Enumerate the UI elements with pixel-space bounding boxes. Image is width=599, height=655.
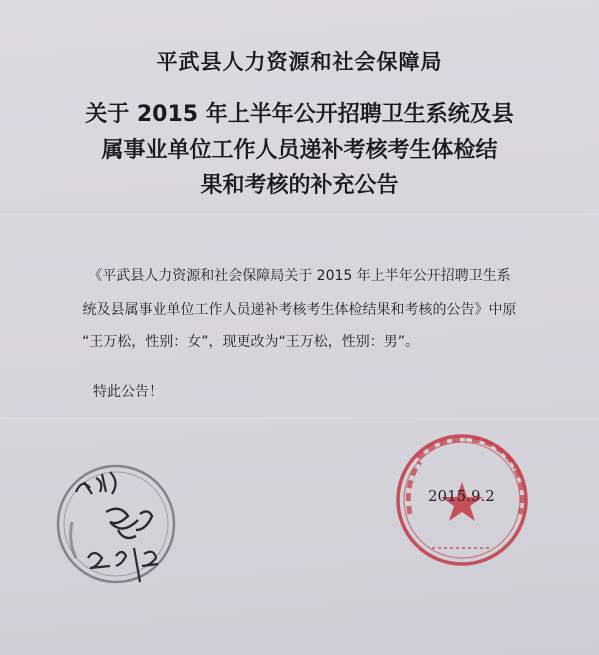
seal-date: 2015.9.2 — [428, 487, 495, 505]
title-line-1: 关于 2015 年上半年公开招聘卫生系统及县 — [85, 102, 514, 127]
closing-text: 特此公告！ — [93, 384, 163, 400]
issuer-heading: 平武县人力资源和社会保障局 — [156, 50, 443, 74]
body-line-2: 统及县属事业单位工作人员递补考核考生体检结果和考核的公告》中原 — [82, 302, 517, 318]
title-line-2: 属事业单位工作人员递补考核考生体检结 — [101, 138, 498, 163]
title-line-3: 果和考核的补充公告 — [200, 173, 399, 198]
paper-fold — [0, 418, 599, 419]
body-line-1: 《平武县人力资源和社会保障局关于 2015 年上半年公开招聘卫生系 — [88, 268, 511, 284]
body-line-3: “王万松，性别：女”，现更改为“王万松，性别：男”。 — [82, 334, 420, 350]
gray-seal-signature — [48, 452, 188, 602]
paper-fold — [0, 214, 599, 215]
